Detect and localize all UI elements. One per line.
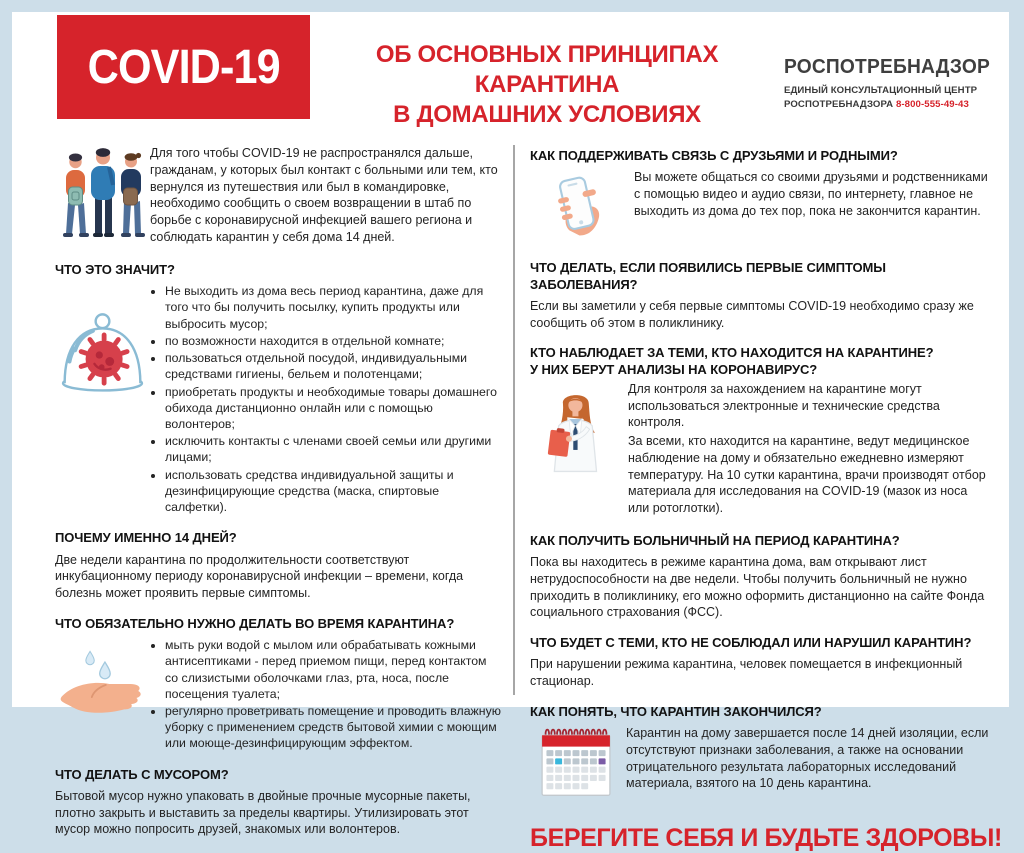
- covid19-badge-label: COVID-19: [87, 40, 280, 94]
- monitoring-heading-line1: КТО НАБЛЮДАЕТ ЗА ТЕМИ, КТО НАХОДИТСЯ НА КАРАНТИНЕ?: [530, 345, 934, 361]
- virus-under-glass-dome-icon: [55, 283, 150, 402]
- monitoring-texts: [628, 381, 990, 519]
- section-heading-quarantine-end: КАК ПОНЯТЬ, ЧТО КАРАНТИН ЗАКОНЧИЛСЯ?: [530, 703, 822, 719]
- list-item: • использовать средства индивидуальной защиты и дезинфицирующие средства (маска, спиртовые салфетки).: [165, 467, 502, 516]
- org-block: [784, 56, 999, 113]
- list-item: • Не выходить из дома весь период карантина, даже для того что бы получить посылку, купить продукты или выбросить мусор;: [165, 283, 502, 332]
- list-item: • приобретать продукты и необходимые товары домашнего обихода дистанционно онлайн или с помощью волонтеров;: [165, 384, 502, 433]
- must-do-list: [150, 637, 502, 753]
- monitoring-block: [530, 381, 990, 519]
- page-title-line2: В ДОМАШНИХ УСЛОВИЯХ: [393, 101, 701, 128]
- section-heading-what-it-means: ЧТО ЭТО ЗНАЧИТ?: [55, 262, 175, 277]
- travelers-people-icon: [55, 145, 150, 248]
- quarantine-end-block: [530, 725, 990, 806]
- must-do-block: [55, 637, 502, 753]
- list-item: • исключить контакты с членами своей семьи или другими лицами;: [165, 433, 502, 465]
- column-divider: [513, 145, 515, 695]
- what-it-means-list: [150, 283, 502, 516]
- hand-holding-phone-icon: [530, 169, 634, 246]
- hand-with-water-drops-icon: [55, 637, 150, 730]
- monitoring-text-2: За всеми, кто находится на карантине, ведут медицинское наблюдение на дому и обязательно ежедневно измеряют температуру. На 10 сутки карантина, врачи производят отбор материала для исследования на COVID-19 (мазок из носа или ротоглотки).: [628, 434, 986, 515]
- quarantine-end-text: Карантин на дому завершается после 14 дней изоляции, если отсутствуют признаки заболевания, а также на основании отрицательного результата лабораторных исследований материала, взятого на 10 день карантина.: [626, 726, 989, 791]
- calendar-icon: [530, 725, 626, 806]
- left-column: [55, 145, 502, 840]
- stay-in-touch-block: [530, 169, 990, 246]
- intro-block: [55, 145, 502, 248]
- list-item: • по возможности находится в отдельной комнате;: [165, 333, 502, 349]
- covid19-badge: [57, 15, 310, 119]
- why-14-days-text: Две недели карантина по продолжительности соответствуют инкубационному периоду коронавирусной инфекции – времени, когда болезнь может проявить первые симптомы.: [55, 552, 464, 601]
- sick-leave-text: Пока вы находитесь в режиме карантина дома, вам открывают лист нетрудоспособности на две недели. Чтобы получить больничный не нужно приходить в поликлинику, его можно оформить дистанционно на сайте Фонда социального страхования (ФСС).: [530, 555, 985, 620]
- org-subtitle-line1: ЕДИНЫЙ КОНСУЛЬТАЦИОННЫЙ ЦЕНТР: [784, 85, 978, 96]
- org-name: РОСПОТРЕБНАДЗОР: [784, 56, 990, 78]
- section-heading-violation: ЧТО БУДЕТ С ТЕМИ, КТО НЕ СОБЛЮДАЛ ИЛИ НАРУШИЛ КАРАНТИН?: [530, 635, 972, 650]
- monitoring-text-1: Для контроля за нахождением на карантине могут использоваться электронные и технические средства контроля.: [628, 381, 940, 430]
- trash-text: Бытовой мусор нужно упаковать в двойные прочные мусорные пакеты, плотно закрыть и выставить за пределы квартиры. Утилизировать этот мусор можно попросить друзей, знакомых или волонтеров.: [55, 788, 471, 837]
- hotline-phone: 8-800-555-49-43: [895, 99, 969, 111]
- section-heading-first-symptoms: ЧТО ДЕЛАТЬ, ЕСЛИ ПОЯВИЛИСЬ ПЕРВЫЕ СИМПТОМЫ ЗАБОЛЕВАНИЯ?: [530, 260, 886, 292]
- list-item: • пользоваться отдельной посудой, индивидуальными средствами гигиены, бельем и полотенцами;: [165, 350, 502, 382]
- first-symptoms-text: Если вы заметили у себя первые симптомы COVID-19 необходимо сразу же сообщить об этом в поликлинику.: [530, 298, 974, 330]
- footer-slogan: БЕРЕГИТЕ СЕБЯ И БУДЬТЕ ЗДОРОВЫ!: [530, 824, 1002, 852]
- section-heading-must-do: ЧТО ОБЯЗАТЕЛЬНО НУЖНО ДЕЛАТЬ ВО ВРЕМЯ КАРАНТИНА?: [55, 615, 455, 631]
- violation-text: При нарушении режима карантина, человек помещается в инфекционный стационар.: [530, 657, 963, 688]
- org-subtitle-line2: РОСПОТРЕБНАДЗОРА: [784, 99, 894, 111]
- section-heading-stay-in-touch: КАК ПОДДЕРЖИВАТЬ СВЯЗЬ С ДРУЗЬЯМИ И РОДНЫМИ?: [530, 148, 898, 163]
- list-item: • регулярно проветривать помещение и проводить влажную уборку с применением средств бытовой химии с моющим или моюще-дезинфицирующим эффектом.: [165, 703, 502, 752]
- stay-in-touch-text: Вы можете общаться со своими друзьями и родственниками с помощью видео и аудио связи, по интернету, главное не выходить из дома до тех пор, пока не закончится карантин.: [634, 170, 988, 218]
- intro-text: Для того чтобы COVID-19 не распространялся дальше, гражданам, у которых был контакт с больными или тем, кто вернулся из путешествия или был в командировке, необходимо сообщить о своем возвращении в штаб по борьбе с коронавирусной инфекцией вашего региона и соблюдать карантин у себя дома 14 дней.: [150, 146, 498, 244]
- poster-sheet: [12, 12, 1009, 852]
- monitoring-heading-line2: У НИХ БЕРУТ АНАЛИЗЫ НА КОРОНАВИРУС?: [530, 361, 818, 377]
- page-title: [307, 40, 787, 130]
- list-item: • мыть руки водой с мылом или обрабатывать кожными антисептиками - перед приемом пищи, перед контактом со слизистыми оболочками глаз, рта, носа, после посещения туалета;: [165, 637, 502, 702]
- page-title-line1: ОБ ОСНОВНЫХ ПРИНЦИПАХ КАРАНТИНА: [375, 41, 719, 98]
- section-heading-why-14-days: ПОЧЕМУ ИМЕННО 14 ДНЕЙ?: [55, 530, 237, 546]
- org-subtitle: [784, 84, 999, 113]
- what-it-means-block: [55, 283, 502, 516]
- female-doctor-with-clipboard-icon: [530, 381, 628, 482]
- section-heading-sick-leave: КАК ПОЛУЧИТЬ БОЛЬНИЧНЫЙ НА ПЕРИОД КАРАНТИНА?: [530, 532, 900, 548]
- section-heading-monitoring: [530, 345, 990, 378]
- section-heading-trash: ЧТО ДЕЛАТЬ С МУСОРОМ?: [55, 766, 229, 782]
- right-column: [530, 148, 1002, 853]
